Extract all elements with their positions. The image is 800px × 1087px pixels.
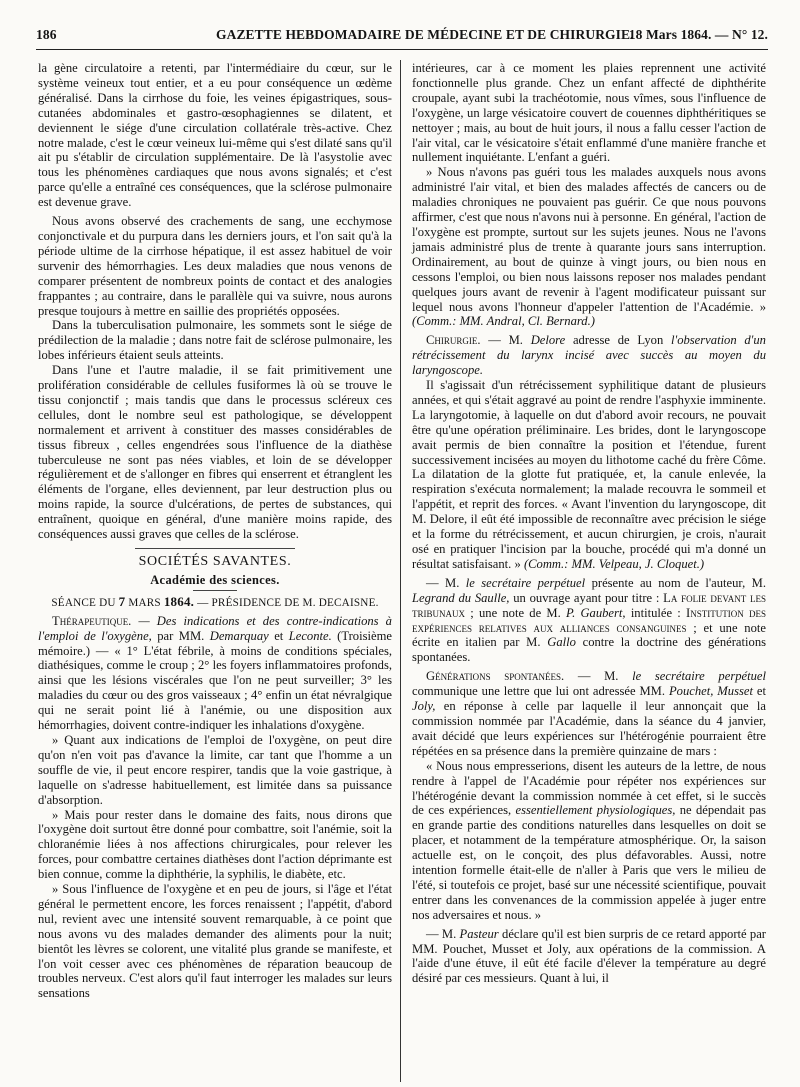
text-run: en réponse à celle par laquelle il leur annonçait que la commission nommée par l'Académie, dans la séance du 4 janvier, avait décidé que leurs expériences sur l'hétérogénie pourraient être répétées en sa présence dans la première quinzaine de mars : — [412, 699, 766, 758]
paragraph: Dans la tuberculisation pulmonaire, les sommets sont le siége de prédilection de la maladie ; dans notre fait de sclérose pulmonaire, les lobes inférieurs étaient seuls atteints. — [38, 318, 392, 363]
session-day: 7 — [118, 593, 126, 609]
commission-note: (Comm.: MM. Velpeau, J. Cloquet.) — [523, 556, 705, 571]
header-rule — [36, 49, 768, 50]
session-year: 1864. — [163, 593, 195, 609]
session-line — [38, 595, 392, 611]
author-name: Joly, — [412, 699, 436, 714]
book-title: La folie devant les tribunaux ; — [412, 590, 767, 620]
paragraph — [412, 165, 766, 329]
journal-title: GAZETTE HEBDOMADAIRE DE MÉDECINE ET DE CHIRURGIE. — [216, 27, 634, 42]
paragraph: » Sous l'influence de l'oxygène et en peu de jours, si l'âge et l'état général le permettent encore, les forces renaissent ; l'appétit, d'abord nul, revient avec une intensité souvent remarquable, à ce point que nous avons vu des malades demander des aliments pour la nuit; bientôt les lèvres se colorent, une vitalité plus grande se manifeste, et l'on voit cesser avec ces phénomènes de réparation beaucoup de troubles nerveux. C'est alors qu'il faut interroger les malades sur leurs sensations — [38, 882, 392, 1001]
author-name: Legrand du Saulle, — [412, 590, 510, 605]
paragraph-generations — [412, 669, 766, 758]
paragraph-chirurgie — [412, 333, 766, 378]
text-run: « Nous nous empresserions, disent les auteurs de la lettre, de nous rendre à l'appel de l'Académie pour répéter nos expériences sur l'hétérogénie devant la commission nommée à cet effet, si le succès de ces expériences, — [412, 758, 766, 818]
text-run: — M. — [577, 669, 619, 684]
paragraph-secretaire — [412, 576, 766, 665]
text-run: une note de M. — [478, 605, 561, 620]
author-name: Delore — [530, 333, 566, 348]
text-run: et — [756, 684, 766, 699]
section-title: SOCIÉTÉS SAVANTES. — [135, 548, 295, 570]
role-name: le secrétaire perpétuel — [465, 575, 586, 590]
text-run: — M. — [426, 926, 457, 941]
emphasis: essentiellement physiologiques, — [515, 803, 676, 818]
rubric-label: Thérapeutique. — [52, 613, 132, 628]
memoir-title: l'observation d'un rétrécissement du larynx incisé avec succès au moyen du laryngoscope. — [412, 333, 766, 378]
text-run: — M. — [426, 575, 460, 590]
text-run: (Troisième mémoire.) — « 1° L'état fébrile, à moins de conditions spéciales, diathésiques, comme le croup ; 2° les foyers inflammatoires profonds, ainsi que les lésions viscérales que l'on ne peut surveiller; 3° les maladies du cœur ou des gros vaisseaux ; 4° enfin un état névralgique qui ne serait point lié à l'anémie, ou une disposition aux hémorrhagies, doivent contre-indiquer les inhalations d'oxygène. — [38, 628, 392, 733]
subsection-title: Académie des sciences. — [150, 572, 280, 587]
text-run: contre la doctrine des générations spontanées. — [412, 635, 767, 665]
rubric-label: Générations spontanées. — [426, 669, 565, 684]
session-prefix: SÉANCE DU — [51, 596, 116, 609]
rubric-label: Chirurgie. — [426, 333, 481, 348]
page-header — [36, 27, 768, 47]
text-run: » Nous n'avons pas guéri tous les malades auxquels nous avons administré l'air vital, et bien des malades affectés de cancers ou de maladies chroniques ne pouvaient pas guérir. Ce que nous pouvons affirmer, c'est que nous n'avons nui à personne. En général, l'action de l'oxygène est prompte, surtout sur les sujets jeunes. Nous ne l'avons jamais administré plus de trente à quarante jours sans interruption. Ordinairement, au bout de quinze à vingt jours, ou bien nous en cessons l'emploi, ou bien nous laissons reposer nos malades pendant quelques jours avant de revenir à l'agent modificateur puissant sur lequel nous avons l'honneur d'appeler l'attention de l'Académie. » — [412, 165, 766, 314]
author-name: Gallo — [547, 635, 576, 650]
text-run: par MM. — [157, 628, 205, 643]
text-run: adresse de Lyon — [572, 333, 664, 348]
paragraph: » Quant aux indications de l'emploi de l'oxygène, on peut dire qu'on n'en voit pas d'avance la limite, car tant que l'homme a un souffle de vie, il peut encore respirer, tandis que la voie gastrique, à laquelle on s'adresse habituellement, est limitée dans sa puissance d'absorption. — [38, 732, 392, 807]
text-run: et — [274, 628, 284, 643]
commission-note: (Comm.: MM. Andral, Cl. Bernard.) — [412, 314, 595, 329]
paragraph: Nous avons observé des crachements de sang, une ecchymose conjonctivale et du purpura dans les derniers jours, et l'on sait qu'à la période ultime de la cirrhose hépatique, il est assez habituel de voir survenir des hémorrhagies. Les deux maladies que nous venons de comparer présentent de nombreux points de contact et des analogies frappantes ; au contraire, dans le parallèle qui va suivre, nous aurons presque toujours à mettre en saillie des propriétés opposées. — [38, 214, 392, 318]
issue-date: 18 Mars 1864. — N° 12. — [628, 27, 768, 42]
page-number: 186 — [36, 27, 57, 42]
author-name: Pasteur — [459, 926, 499, 941]
paragraph: intérieures, car à ce moment les plaies reprennent une activité fonctionnelle plus grande. Chez un enfant affecté de diphthérite croupale, ayant subi la trachéotomie, nous vîmes, sous l'influence de l'oxygène, un large vésicatoire couvert de couennes diphthéritiques se nettoyer ; mais, au bout de huit jours, il nous a fallu cesser l'action de l'air vital, car le vésicatoire s'était enflammé d'une manière franche et nullement inquiétante. L'enfant a guéri. — [412, 61, 766, 165]
text-run: et une note écrite en italien par M. — [412, 620, 766, 650]
author-name: Demarquay — [209, 628, 269, 643]
session-presidency: — PRÉSIDENCE DE M. DECAISNE. — [197, 596, 379, 609]
paragraph-pasteur — [412, 927, 766, 987]
text-run: un ouvrage ayant pour titre : — [513, 590, 660, 605]
session-month: MARS — [128, 596, 161, 609]
text-run: Il s'agissait d'un rétrécissement syphilitique datant de plusieurs années, et qui s'était aggravé au point de rendre l'asphyxie imminente. La laryngotomie, à laquelle on dut d'abord avoir recours, ne pouvait être qu'une opération préliminaire. Les brides, dont le laryngoscope avait permis de bien connaître la position et l'étendue, furent successivement incisées au moyen du lithotome caché du frère Côme. La dilatation de la glotte fut pratiquée, et, la canule enlevée, la respiration s'exécuta normalement; la malade recouvra le sommeil et l'appétit, et reprit des forces. « Avant l'invention du laryngoscope, dit M. Delore, il eût été impossible de reconnaître avec précision le siége et la forme du rétrécissement, et aucun chirurgien, je crois, n'aurait osé en pratiquer l'incision par la bouche, procédé qui m'a donné un résultat satisfaisant. » — [412, 378, 766, 571]
text-run: présente au nom de l'auteur, M. — [591, 575, 766, 590]
note-title: Institution des expériences relatives aux alliances consanguines ; — [412, 605, 766, 635]
ornament-rule — [193, 590, 237, 591]
text-run: — M. — [488, 333, 523, 348]
author-name: P. Gaubert, — [566, 605, 626, 620]
text-run: ne dépendait pas en grande partie des conditions naturelles dans lesquelles on doit se placer, et notamment de la température atmosphérique. Or, la saison actuelle est, on le conçoit, des plus défavorables. Aussi, notre intention formelle était-elle de n'aller à Paris que vers le milieu de l'été, si toutefois ce projet, basé sur une nécessité scientifique, pouvait entrer dans les convenances de la commission appelée à juger entre nos adversaires et nous. » — [412, 803, 766, 922]
paragraph — [412, 759, 766, 923]
paragraph: Dans l'une et l'autre maladie, il se fait primitivement une prolifération considérable de cellules fusiformes là où se trouve le tissu conjonctif ; mais tandis que dans le processus scléreux ces cellules, dont le nombre seul est pathologique, se développent normalement et arrivent à constituer des masses considérables de tissus fibreux , celles engendrées sous l'influence de la diathèse tuberculeuse ne sont pas nées viables, et loin de se développer régulièrement et de s'allonger en fibres qui enserrent et étranglent les éléments de l'organe, elles deviennent, par leur destruction plus ou moins rapide, la source d'ulcérations, de pertes de substances, qui entraînent, quoique en général, d'une manière moins rapide, des conséquences aussi graves que celles de la sclérose. — [38, 363, 392, 542]
paragraph — [412, 378, 766, 572]
column-divider — [400, 60, 401, 1082]
text-run: intitulée : — [630, 605, 681, 620]
text-run: déclare qu'il est bien surpris de ce retard apporté par MM. Pouchet, Musset et Joly, aux opérations de la commission. A l'aide d'une étuve, il eût été facile d'élever la température au degré désiré par ces messieurs. Quant à lui, il — [412, 926, 767, 986]
author-name: Leconte. — [288, 628, 332, 643]
text-run: communique une lettre que lui ont adressée MM. — [412, 684, 666, 699]
memoir-title: — Des indications et des contre-indications à l'emploi de l'oxygène, — [38, 613, 392, 643]
role-name: le secrétaire perpétuel — [632, 669, 766, 684]
right-column — [412, 61, 766, 986]
paragraph-therapeutique — [38, 614, 392, 733]
author-name: Pouchet, Musset — [668, 684, 753, 699]
paragraph: » Mais pour rester dans le domaine des faits, nous dirons que l'oxygène doit surtout être donné pour combattre, soit l'anémie, soit la chloranémie liées à nos affections chirurgicales, pour relever les forces, pour combattre certaines diathèses dont l'action déprimante est bien connue, comme la diphthérie, la syphilis, le diabète, etc. — [38, 807, 392, 882]
paragraph: la gène circulatoire a retenti, par l'intermédiaire du cœur, sur le système veineux tout entier, et a eu pour conséquence un œdème généralisé. Dans la cirrhose du foie, les veines épigastriques, sous-cutanées abdominales et gastro-œsophagiennes se dilatent, et deviennent le siége d'une circulation collatérale très-active. Chez notre malade, c'est le cœur veineux lui-même qui s'est dilaté sans qu'il ait pu s'établir de circulation supplémentaire. De là l'asystolie avec tous les phénomènes cardiaques que nous avons signalés; et c'est parce qu'elle a entraîné ces conséquences, que la sclérose pulmonaire est devenue grave. — [38, 61, 392, 210]
left-column — [38, 61, 392, 1001]
